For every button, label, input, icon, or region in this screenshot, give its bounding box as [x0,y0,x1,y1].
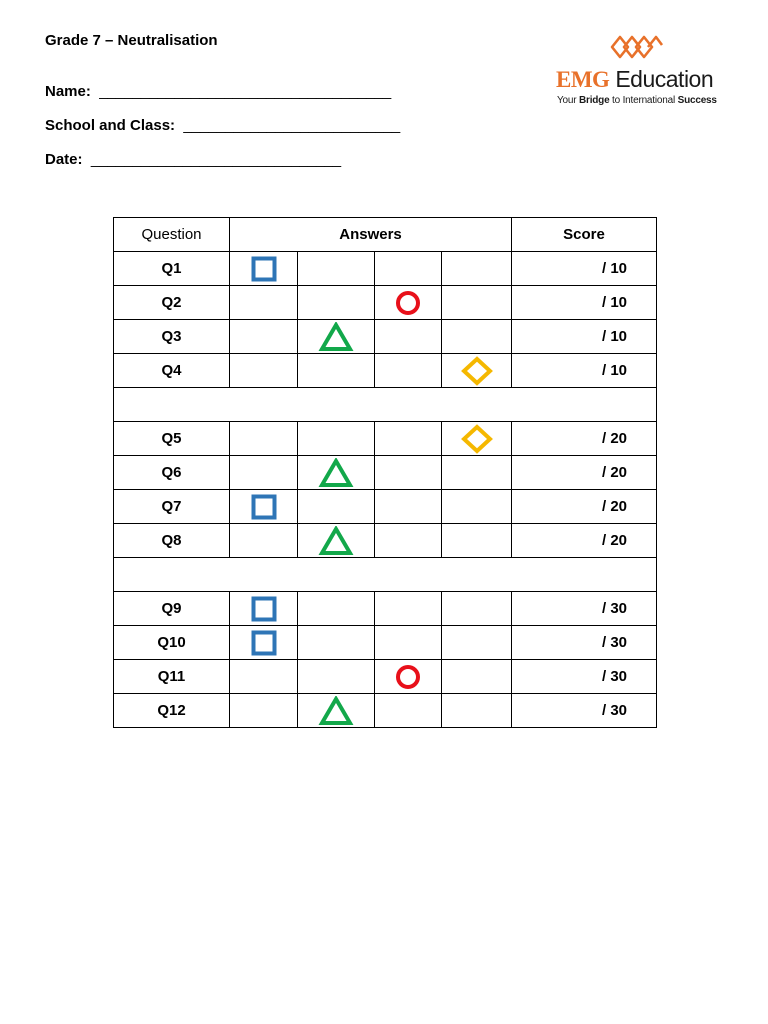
separator-cell [114,388,657,422]
answer-cell-4[interactable] [442,456,512,490]
score-header: Score [512,218,657,252]
score-cell: / 10 [512,320,657,354]
section-separator-row [114,558,657,592]
answer-cell-2[interactable] [298,286,375,320]
circle-icon [390,662,426,692]
table-row [114,660,657,694]
table-row [114,490,657,524]
score-cell: / 30 [512,626,657,660]
question-label: Q2 [114,286,230,320]
answer-cell-2[interactable] [298,456,375,490]
triangle-icon [318,322,354,352]
date-row [45,151,341,168]
answer-cell-1[interactable] [230,354,298,388]
answer-cell-4[interactable] [442,524,512,558]
circle-icon [390,288,426,318]
answer-cell-4[interactable] [442,422,512,456]
name-row [45,83,391,100]
table-row [114,592,657,626]
triangle-icon [318,696,354,726]
triangle-icon [318,458,354,488]
answer-cell-3[interactable] [375,252,442,286]
logo-wordmark [556,66,713,93]
score-cell: / 30 [512,660,657,694]
answer-cell-3[interactable] [375,694,442,728]
table-header-row [114,218,657,252]
table-row [114,320,657,354]
answer-cell-3[interactable] [375,592,442,626]
separator-cell [114,558,657,592]
score-cell: / 30 [512,592,657,626]
answer-cell-2[interactable] [298,252,375,286]
question-header: Question [114,218,230,252]
answer-cell-3[interactable] [375,660,442,694]
table-row [114,252,657,286]
answer-cell-2[interactable] [298,660,375,694]
school-row [45,117,400,134]
answer-cell-3[interactable] [375,490,442,524]
answer-cell-1[interactable] [230,286,298,320]
answer-cell-2[interactable] [298,490,375,524]
square-icon [246,492,282,522]
answer-cell-4[interactable] [442,286,512,320]
linked-rings-icon [608,32,664,62]
logo-brand-suffix: Education [609,66,714,92]
score-cell: / 10 [512,286,657,320]
answer-cell-1[interactable] [230,660,298,694]
question-label: Q11 [114,660,230,694]
answer-cell-2[interactable] [298,422,375,456]
answer-cell-1[interactable] [230,252,298,286]
question-label: Q10 [114,626,230,660]
score-cell: / 20 [512,524,657,558]
answer-cell-1[interactable] [230,320,298,354]
question-label: Q3 [114,320,230,354]
answer-cell-4[interactable] [442,592,512,626]
answer-cell-2[interactable] [298,592,375,626]
tagline-part: Your [557,95,579,106]
answer-cell-1[interactable] [230,422,298,456]
answer-cell-2[interactable] [298,524,375,558]
question-label: Q4 [114,354,230,388]
answer-cell-3[interactable] [375,524,442,558]
answer-cell-4[interactable] [442,490,512,524]
answer-cell-1[interactable] [230,524,298,558]
question-label: Q8 [114,524,230,558]
answer-cell-2[interactable] [298,354,375,388]
answer-cell-4[interactable] [442,252,512,286]
name-label: Name: [45,83,91,100]
answer-cell-3[interactable] [375,626,442,660]
square-icon [246,594,282,624]
answers-header: Answers [230,218,512,252]
answer-cell-1[interactable] [230,592,298,626]
score-cell: / 20 [512,422,657,456]
answer-cell-3[interactable] [375,320,442,354]
table-row [114,286,657,320]
answer-table [113,217,657,728]
answer-cell-2[interactable] [298,694,375,728]
date-label: Date: [45,151,83,168]
score-cell: / 20 [512,456,657,490]
question-label: Q1 [114,252,230,286]
answer-cell-4[interactable] [442,320,512,354]
logo-tagline [557,95,717,106]
question-label: Q5 [114,422,230,456]
answer-cell-3[interactable] [375,456,442,490]
diamond-icon [459,356,495,386]
question-label: Q9 [114,592,230,626]
answer-cell-4[interactable] [442,354,512,388]
answer-cell-4[interactable] [442,694,512,728]
score-cell: / 10 [512,252,657,286]
answer-cell-1[interactable] [230,694,298,728]
table-row [114,456,657,490]
question-label: Q7 [114,490,230,524]
logo-brand: EMG [556,67,610,92]
answer-cell-3[interactable] [375,354,442,388]
square-icon [246,254,282,284]
table-row [114,354,657,388]
table-row [114,626,657,660]
answer-cell-3[interactable] [375,286,442,320]
answer-cell-4[interactable] [442,626,512,660]
answer-cell-2[interactable] [298,320,375,354]
tagline-part: to International [609,95,678,106]
worksheet-title: Grade 7 – Neutralisation [45,32,218,49]
diamond-icon [459,424,495,454]
score-cell: / 10 [512,354,657,388]
emg-logo [556,32,726,112]
question-label: Q12 [114,694,230,728]
score-cell: / 30 [512,694,657,728]
tagline-part: Bridge [578,95,610,106]
table-row [114,524,657,558]
answer-cell-1[interactable] [230,490,298,524]
score-cell: / 20 [512,490,657,524]
answer-cell-3[interactable] [375,422,442,456]
date-line: ______________________________ [90,151,342,168]
answer-cell-1[interactable] [230,456,298,490]
answer-cell-4[interactable] [442,660,512,694]
school-line: __________________________ [183,117,401,134]
answer-cell-2[interactable] [298,626,375,660]
tagline-part: Success [677,95,717,106]
section-separator-row [114,388,657,422]
name-line: ___________________________________ [99,83,392,100]
table-row [114,422,657,456]
answer-cell-1[interactable] [230,626,298,660]
square-icon [246,628,282,658]
table-row [114,694,657,728]
triangle-icon [318,526,354,556]
question-label: Q6 [114,456,230,490]
school-label: School and Class: [45,117,176,134]
